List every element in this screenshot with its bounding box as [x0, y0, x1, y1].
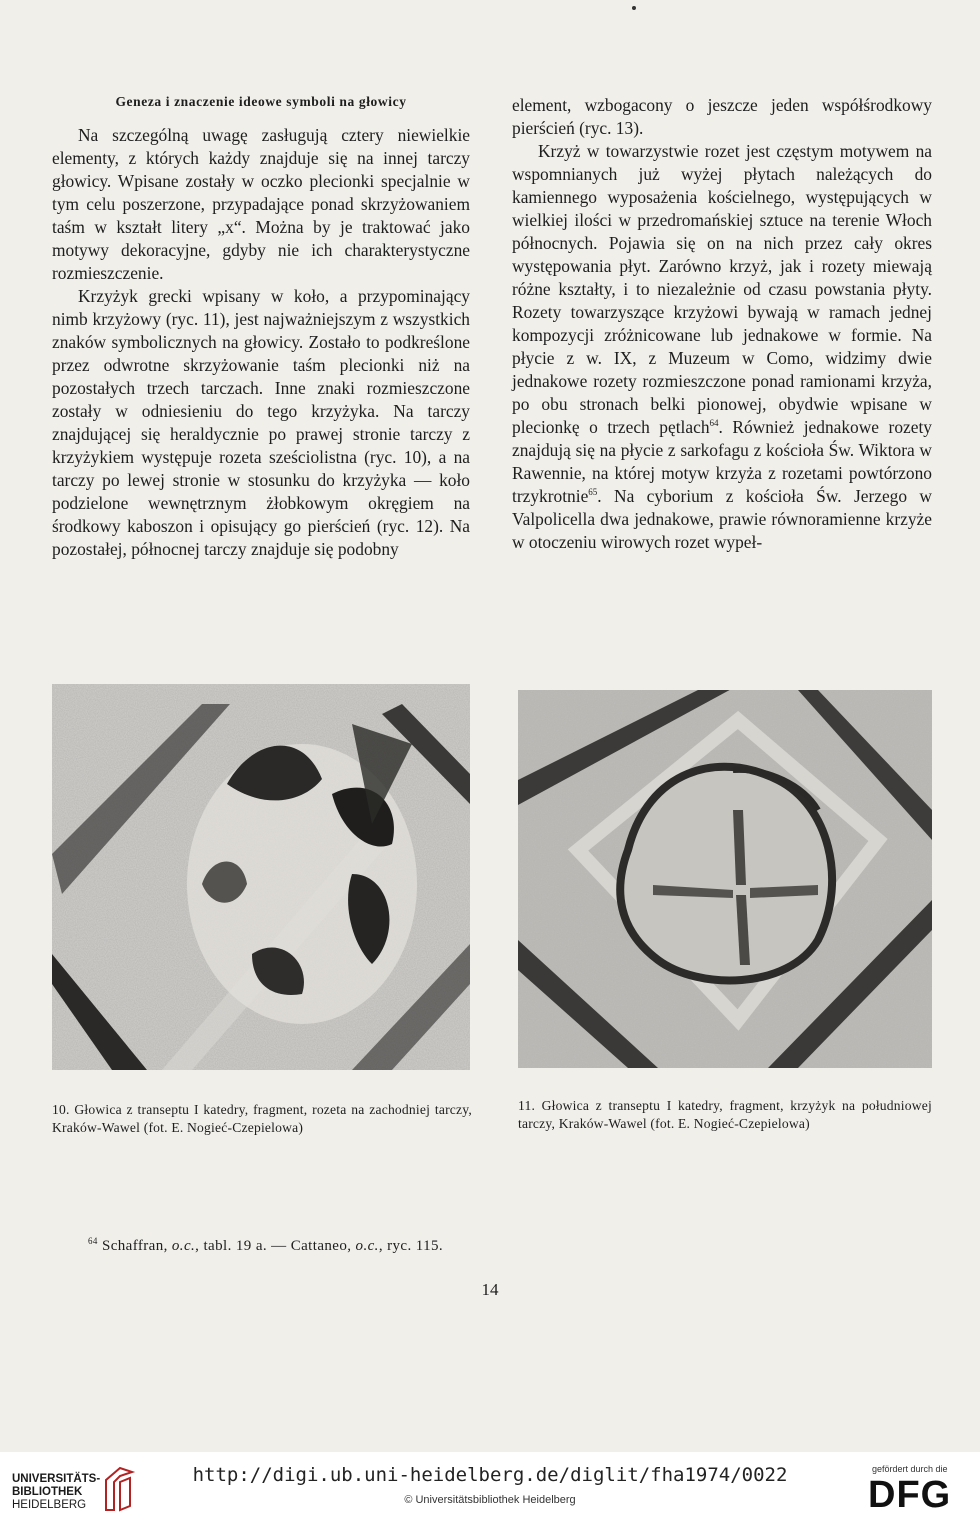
text-segment: Krzyż w towarzystwie rozet jest częstym motywem na wspomnianych już wyżej płytach należących do kamiennego wyposażenia kościelnego, występujących w wielkiej ilości w przedromańskiej sztuce na terenie Włoch północnych. Pojawia się on na nich przez cały okres występowania płyt. Zarówno krzyż, jak i rozety miewają różne kształty, i to niezależnie od czasu powstania płyty. Rozety towarzyszące krzyżowi bywają w ramach jednej kompozycji zróżnicowane lub jednakowe w formie. Na płycie z w. IX, z Muzeum w Como, widzimy dwie jednakowe rozety rozmieszczone ponad ramionami krzyża, po obu stronach belki pionowej, obydwie wpisane w plecionkę o trzech pętlach: [512, 141, 932, 437]
paragraph: [512, 140, 932, 554]
page-number: 14: [481, 1280, 499, 1299]
cross-photo-image: [518, 690, 932, 1068]
paragraph: Na szczególną uwagę zasługują cztery niewielkie elementy, z których każdy znajduje się na innej tarczy głowicy. Wpisane zostały w oczko plecionki specjalnie w tym celu poszerzone, przypadające ponad skrzyżowaniem taśm w kształt litery „x“. Można by je traktować jako motywy dekoracyjne, gdyby nie ich charakterystyczne rozmieszczenie.: [52, 125, 470, 283]
left-column: [52, 124, 470, 561]
paragraph-continuation: element, wzbogacony o jeszcze jeden współśrodkowy pierścień (ryc. 13).: [512, 95, 932, 138]
ink-dot: [632, 6, 636, 10]
footnote-ref[interactable]: 65: [588, 487, 598, 498]
footnote-ref[interactable]: 64: [709, 418, 719, 429]
text-segment: . Również jednakowe rozety znajdują się na płycie z sarkofagu z kościoła Św. Wiktora w Rawennie, na której motyw krzyża z rozetami powtórzono trzykrotnie: [512, 417, 932, 506]
figure-photo-cross: [518, 690, 932, 1068]
footnote-64: $^{64}$ Schaffran, o.c., tabl. 19 a. — Cattaneo, o.c., ryc. 115.: [88, 1236, 444, 1254]
right-column: [512, 94, 932, 554]
figure-caption-10: 10. Głowica z transeptu I katedry, fragment, rozeta na zachodniej tarczy, Kraków-Wawel (fot. E. Nogieć-Czepielowa): [52, 1102, 472, 1135]
digitization-footer: [0, 1452, 980, 1523]
permalink-url[interactable]: http://digi.ub.uni-heidelberg.de/diglit/fha1974/0022: [192, 1464, 788, 1486]
paragraph: Krzyżyk grecki wpisany w koło, a przypominający nimb krzyżowy (ryc. 11), jest najważniejszym z wszystkich znaków symbolicznych na głowicy. Zostało to podkreślone przez odwrotne skrzyżowanie taśm plecionki niż na pozostałych trzech tarczach. Inne znaki rozmieszczone zostały w odniesieniu do tego krzyżyka. Na tarczy znajdującej się heraldycznie po prawej stronie tarczy z krzyżykiem występuje rozeta sześciolistna (ryc. 10), a na tarczy po lewej stronie w stosunku do krzyżyka — koło podzielone wewnętrznym żłobkowym okręgiem na środkowy kaboszon i opisujący go pierścień (ryc. 12). Na pozostałej, północnej tarczy znajduje się podobny: [52, 286, 470, 559]
library-logo[interactable]: UNIVERSITÄTS- BIBLIOTHEK HEIDELBERG: [12, 1473, 101, 1511]
footnote-number: 64: [88, 1236, 98, 1246]
figure-photo-rosette: [52, 684, 470, 1070]
dfg-logo[interactable]: DFG: [868, 1474, 952, 1516]
text-segment: . Na cyborium z kościoła Św. Jerzego w Valpolicella dwa jednakowe, prawie równoramienne krzyże w otoczeniu wirowych rozet wypeł-: [512, 486, 932, 552]
funding-note: gefördert durch die: [872, 1464, 948, 1474]
running-header: Geneza i znaczenie ideowe symboli na głowicy: [115, 94, 407, 109]
copyright-notice: © Universitätsbibliothek Heidelberg: [404, 1494, 576, 1506]
rosette-photo-image: [52, 684, 470, 1070]
figure-caption-11: 11. Głowica z transeptu I katedry, fragment, krzyżyk na południowej tarczy, Kraków-Wawel (fot. E. Nogieć-Czepielowa): [518, 1098, 932, 1131]
